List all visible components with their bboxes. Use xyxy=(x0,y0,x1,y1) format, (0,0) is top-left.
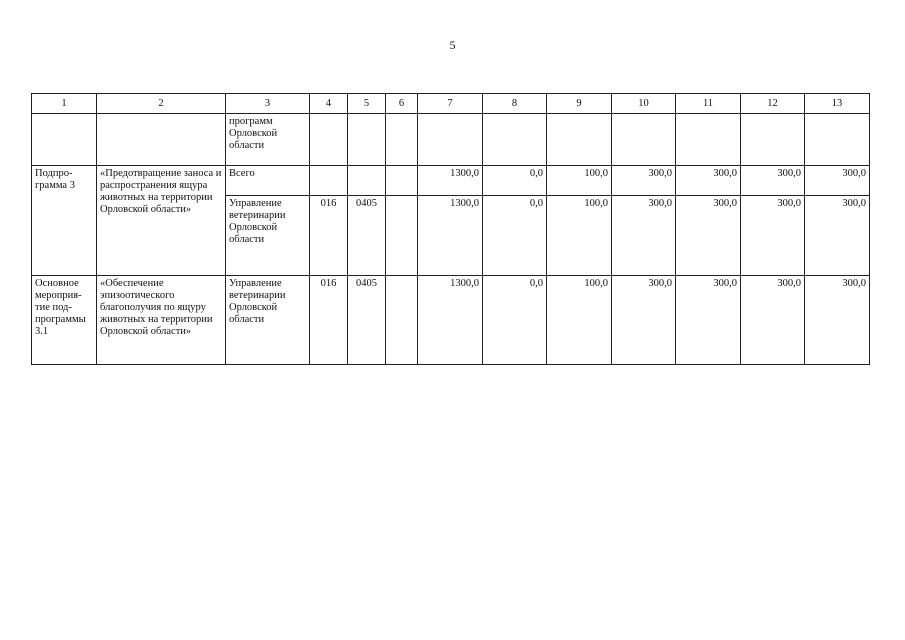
total-col4 xyxy=(310,166,348,196)
table-cell xyxy=(741,114,805,166)
table-cell xyxy=(386,114,418,166)
value-cell: 300,0 xyxy=(741,276,805,365)
agency-col6 xyxy=(386,196,418,276)
value-cell: 100,0 xyxy=(547,276,612,365)
table-cell xyxy=(418,114,483,166)
header-cell: 1 xyxy=(32,94,97,114)
table-cell xyxy=(483,114,547,166)
subprogram-name: Подпро-грамма 3 xyxy=(32,166,97,276)
header-cell: 9 xyxy=(547,94,612,114)
measure-title: «Обеспечение эпизоотического благополучия по ящуру животных на территории Орловской области» xyxy=(97,276,226,365)
header-cell: 12 xyxy=(741,94,805,114)
table-cell xyxy=(97,114,226,166)
value-cell: 300,0 xyxy=(612,276,676,365)
header-cell: 5 xyxy=(348,94,386,114)
agency-col5: 0405 xyxy=(348,196,386,276)
header-cell: 13 xyxy=(805,94,870,114)
table-cell xyxy=(547,114,612,166)
table-cell xyxy=(310,114,348,166)
header-cell: 2 xyxy=(97,94,226,114)
table-row-subprogram-total xyxy=(32,166,870,196)
budget-table xyxy=(31,93,870,365)
table-cell xyxy=(348,114,386,166)
table-cell-responsible: программ Орловской области xyxy=(226,114,310,166)
table-row-continuation xyxy=(32,114,870,166)
header-cell: 7 xyxy=(418,94,483,114)
value-cell: 0,0 xyxy=(483,166,547,196)
value-cell: 0,0 xyxy=(483,276,547,365)
value-cell: 300,0 xyxy=(805,276,870,365)
agency-col4: 016 xyxy=(310,196,348,276)
header-cell: 8 xyxy=(483,94,547,114)
page-number: 5 xyxy=(449,38,456,52)
table-cell xyxy=(32,114,97,166)
value-cell: 100,0 xyxy=(547,196,612,276)
header-cell: 6 xyxy=(386,94,418,114)
header-row xyxy=(32,94,870,114)
value-cell: 300,0 xyxy=(805,166,870,196)
value-cell: 300,0 xyxy=(741,166,805,196)
total-col5 xyxy=(348,166,386,196)
measure-col5: 0405 xyxy=(348,276,386,365)
value-cell: 1300,0 xyxy=(418,166,483,196)
value-cell: 300,0 xyxy=(612,166,676,196)
value-cell: 300,0 xyxy=(676,196,741,276)
subprogram-title: «Предотвращение заноса и распространения ящура животных на территории Орловской области» xyxy=(97,166,226,276)
value-cell: 100,0 xyxy=(547,166,612,196)
value-cell: 300,0 xyxy=(676,276,741,365)
header-cell: 10 xyxy=(612,94,676,114)
measure-label: Управление ветеринарии Орловской области xyxy=(226,276,310,365)
value-cell: 300,0 xyxy=(805,196,870,276)
value-cell: 300,0 xyxy=(741,196,805,276)
value-cell: 300,0 xyxy=(612,196,676,276)
total-col6 xyxy=(386,166,418,196)
measure-col4: 016 xyxy=(310,276,348,365)
total-label: Всего xyxy=(226,166,310,196)
agency-label: Управление ветеринарии Орловской области xyxy=(226,196,310,276)
header-cell: 11 xyxy=(676,94,741,114)
value-cell: 1300,0 xyxy=(418,196,483,276)
value-cell: 0,0 xyxy=(483,196,547,276)
header-cell: 4 xyxy=(310,94,348,114)
table-cell xyxy=(612,114,676,166)
table-cell xyxy=(805,114,870,166)
measure-name: Основное мероприя-тие под-программы 3.1 xyxy=(32,276,97,365)
measure-col6 xyxy=(386,276,418,365)
table-row-main-measure xyxy=(32,276,870,365)
header-cell: 3 xyxy=(226,94,310,114)
value-cell: 1300,0 xyxy=(418,276,483,365)
value-cell: 300,0 xyxy=(676,166,741,196)
table-cell xyxy=(676,114,741,166)
